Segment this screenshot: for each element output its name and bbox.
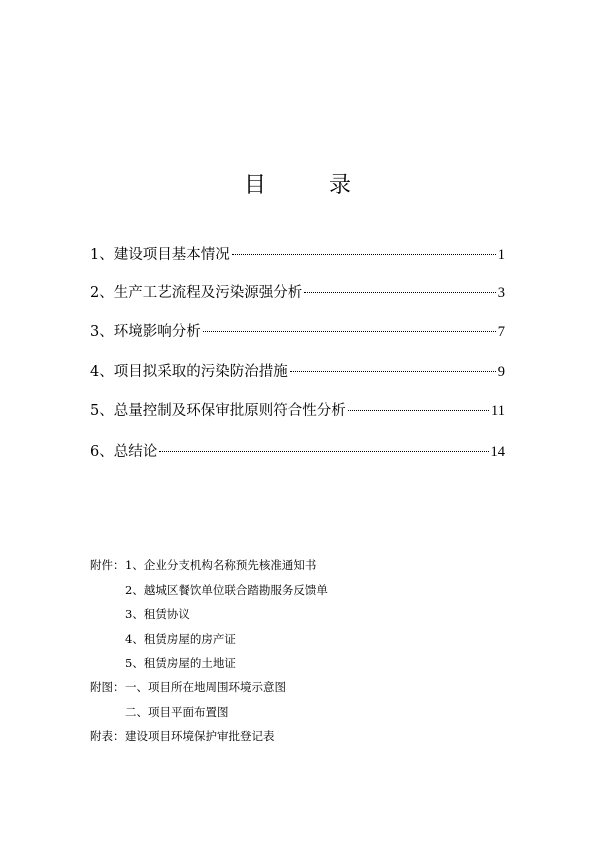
toc-entry-number: 4、 bbox=[90, 364, 114, 380]
annex-item: 1、企业分支机构名称预先核准通知书 bbox=[125, 558, 317, 572]
toc-entry-label: 环境影响分析 bbox=[113, 324, 201, 340]
toc-leader-dots bbox=[159, 451, 488, 452]
toc-entry-page: 3 bbox=[497, 285, 505, 301]
annex-prefix: 附件： bbox=[90, 558, 125, 572]
annex-item: 5、租赁房屋的土地证 bbox=[125, 656, 236, 670]
toc-entry[interactable] bbox=[90, 283, 505, 303]
toc-leader-dots bbox=[304, 292, 496, 293]
toc-entry-label: 总量控制及环保审批原则符合性分析 bbox=[113, 403, 346, 419]
toc-entry-page: 11 bbox=[491, 403, 505, 419]
toc-leader-dots bbox=[232, 254, 496, 255]
toc-entry-label: 生产工艺流程及污染源强分析 bbox=[113, 285, 303, 301]
toc-entry-number: 5、 bbox=[90, 403, 114, 419]
table-item: 建设项目环境保护审批登记表 bbox=[125, 729, 275, 743]
toc-leader-dots bbox=[203, 331, 496, 332]
toc-entry-label: 总结论 bbox=[113, 444, 158, 460]
toc-entry[interactable] bbox=[90, 362, 505, 382]
toc-entry[interactable] bbox=[90, 442, 505, 462]
figure-item: 一、项目所在地周围环境示意图 bbox=[125, 680, 286, 694]
annex-item: 2、越城区餐饮单位联合踏勘服务反馈单 bbox=[125, 583, 328, 597]
toc-entry[interactable] bbox=[90, 322, 505, 342]
toc-entry-page: 14 bbox=[490, 444, 505, 460]
annex-item: 4、租赁房屋的房产证 bbox=[125, 632, 236, 646]
toc-entry-label: 建设项目基本情况 bbox=[113, 247, 230, 263]
toc-entry-label: 项目拟采取的污染防治措施 bbox=[113, 364, 288, 380]
annex-item: 3、租赁协议 bbox=[125, 607, 190, 621]
toc-entry-number: 1、 bbox=[90, 247, 114, 263]
toc-entry-page: 7 bbox=[497, 324, 505, 340]
toc-entry[interactable] bbox=[90, 401, 505, 421]
toc-entry-page: 1 bbox=[497, 247, 505, 263]
toc-entry-number: 3、 bbox=[90, 324, 114, 340]
page-title: 目 录 bbox=[244, 173, 379, 198]
toc-leader-dots bbox=[348, 410, 489, 411]
figure-prefix: 附图： bbox=[90, 680, 125, 694]
toc-entry-number: 2、 bbox=[90, 285, 114, 301]
toc-entry-number: 6、 bbox=[90, 444, 114, 460]
table-prefix: 附表： bbox=[90, 729, 125, 743]
toc-entry-page: 9 bbox=[497, 364, 505, 380]
toc-entry[interactable] bbox=[90, 245, 505, 265]
figure-item: 二、项目平面布置图 bbox=[125, 705, 229, 719]
toc-leader-dots bbox=[290, 371, 496, 372]
